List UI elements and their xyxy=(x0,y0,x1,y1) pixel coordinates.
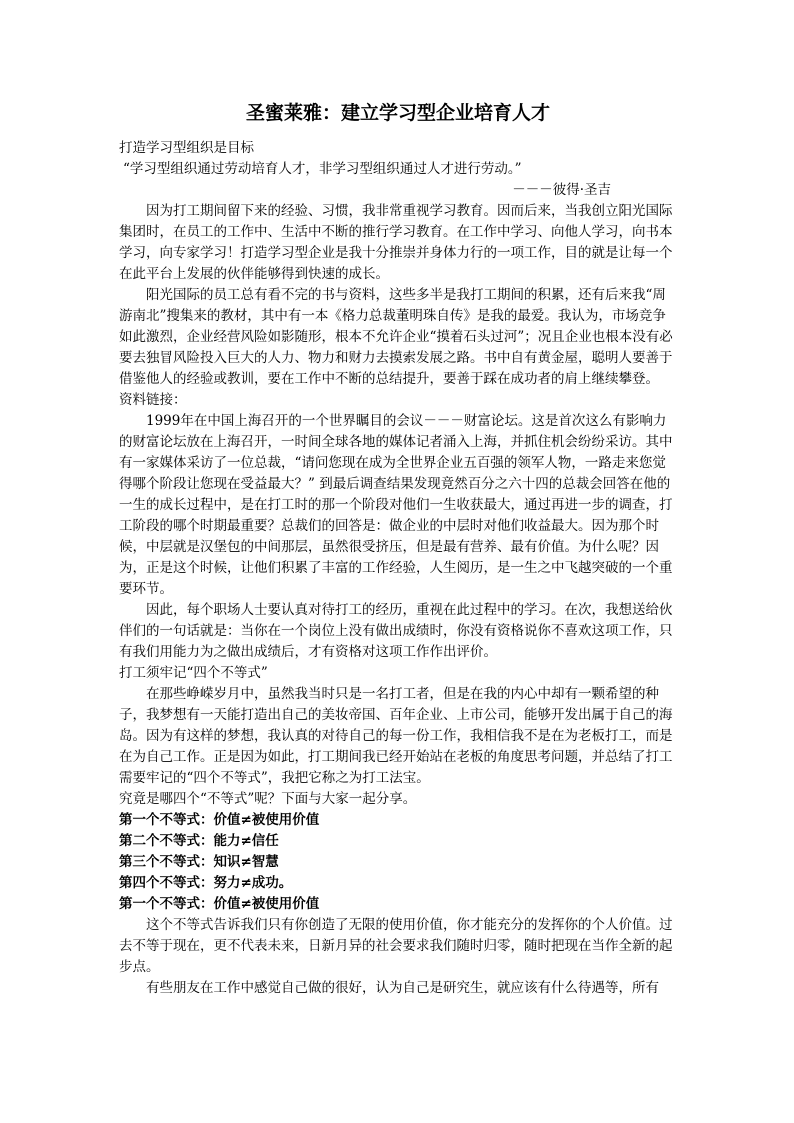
paragraph-some-friends: 有些朋友在工作中感觉自己做的很好，认为自己是研究生，就应该有什么待遇等，所有 xyxy=(146,980,659,996)
inequality-heading-1: 第一个不等式：价值≠被使用价值 xyxy=(119,896,320,912)
paragraph-books-materials: 阳光国际的员工总有看不完的书与资料，这些多半是我打工期间的积累，还有后来我“周游南北”搜集来的教材，其中有一本《格力总裁董明珠自传》是我的最爱。我认为，市场竞争如此激烈，企业经营风险如影随形，根本不允许企业“摸着石头过河”；况且企业也根本没有必要去独冒风险投入巨大的人力、物力和财力去摸索发展之路。书中自有黄金屋，聪明人要善于借鉴他人的经验或教训，要在工作中不断的总结提升，要善于踩在成功者的肩上继续攀登。 xyxy=(119,287,673,387)
section-heading-learning-org: 打造学习型组织是目标 xyxy=(119,140,254,156)
quote-text: “学习型组织通过劳动培育人才，非学习型组织通过人才进行劳动。” xyxy=(123,161,522,177)
inequality-item-4: 第四个不等式：努力≠成功。 xyxy=(119,875,293,891)
paragraph-learning-education: 因为打工期间留下来的经验、习惯，我非常重视学习教育。因而后来，当我创立阳光国际集团时，在员工的工作中、生活中不断的推行学习教育。在工作中学习、向他人学习，向书本学习，向专家学习！打造学习型企业是我十分推崇并身体力行的一项工作，目的就是让每一个在此平台上发展的伙伴能够得到快速的成长。 xyxy=(119,203,673,282)
quote-attribution: －－－彼得·圣吉 xyxy=(512,182,611,198)
section-heading-resource-link: 资料链接： xyxy=(119,392,187,408)
document-page xyxy=(119,100,677,999)
paragraph-value-explanation: 这个不等式告诉我们只有你创造了无限的使用价值，你才能充分的发挥你的个人价值。过去不等于现在，更不代表未来，日新月异的社会要求我们随时归零，随时把现在当作全新的起步点。 xyxy=(119,917,673,975)
paragraph-treat-work-seriously: 因此，每个职场人士要认真对待打工的经历，重视在此过程中的学习。在次，我想送给伙伴们的一句话就是：当你在一个岗位上没有做出成绩时，你没有资格说你不喜欢这项工作，只有我们用能力为之做出成绩后，才有资格对这项工作作出评价。 xyxy=(119,602,673,660)
paragraph-fortune-forum: 1999年在中国上海召开的一个世界瞩目的会议－－－财富论坛。这是首次这么有影响力的财富论坛放在上海召开，一时间全球各地的媒体记者涌入上海，并抓住机会纷纷采访。其中有一家媒体采访了一位总裁，“请问您现在成为全世界企业五百强的领军人物，一路走来您觉得哪个阶段让您现在受益最大？” 到最后调查结果发现竟然百分之六十四的总裁会回答在他的一生的成长过程中，是在打工时的那一个阶段对他们一生收获最大，通过再进一步的调查，打工阶段的哪个时期最重要？总裁们的回答是：做企业的中层时对他们收益最大。因为那个时候，中层就是汉堡包的中间那层，虽然很受挤压，但是最有营养、最有价值。为什么呢？因为，正是这个时候，让他们积累了丰富的工作经验，人生阅历，是一生之中飞越突破的一个重要环节。 xyxy=(119,413,673,597)
inequality-item-2: 第二个不等式：能力≠信任 xyxy=(119,833,279,849)
inequality-item-3: 第三个不等式：知识≠智慧 xyxy=(119,854,279,870)
section-heading-four-inequalities: 打工须牢记“四个不等式” xyxy=(119,665,268,681)
document-title: 圣蜜莱雅：建立学习型企业培育人才 xyxy=(245,102,550,124)
inequality-item-1: 第一个不等式：价值≠被使用价值 xyxy=(119,812,320,828)
paragraph-dream: 在那些峥嵘岁月中，虽然我当时只是一名打工者，但是在我的内心中却有一颗希望的种子，我梦想有一天能打造出自己的美妆帝国、百年企业、上市公司，能够开发出属于自己的海岛。因为有这样的梦想，我认真的对待自己的每一份工作，我相信我不是在为老板打工，而是在为自己工作。正是因为如此，打工期间我已经开始站在老板的角度思考问题，并总结了打工需要牢记的“四个不等式”，我把它称之为打工法宝。 xyxy=(119,686,673,786)
paragraph-share-intro: 究竟是哪四个“不等式”呢？下面与大家一起分享。 xyxy=(119,791,417,807)
